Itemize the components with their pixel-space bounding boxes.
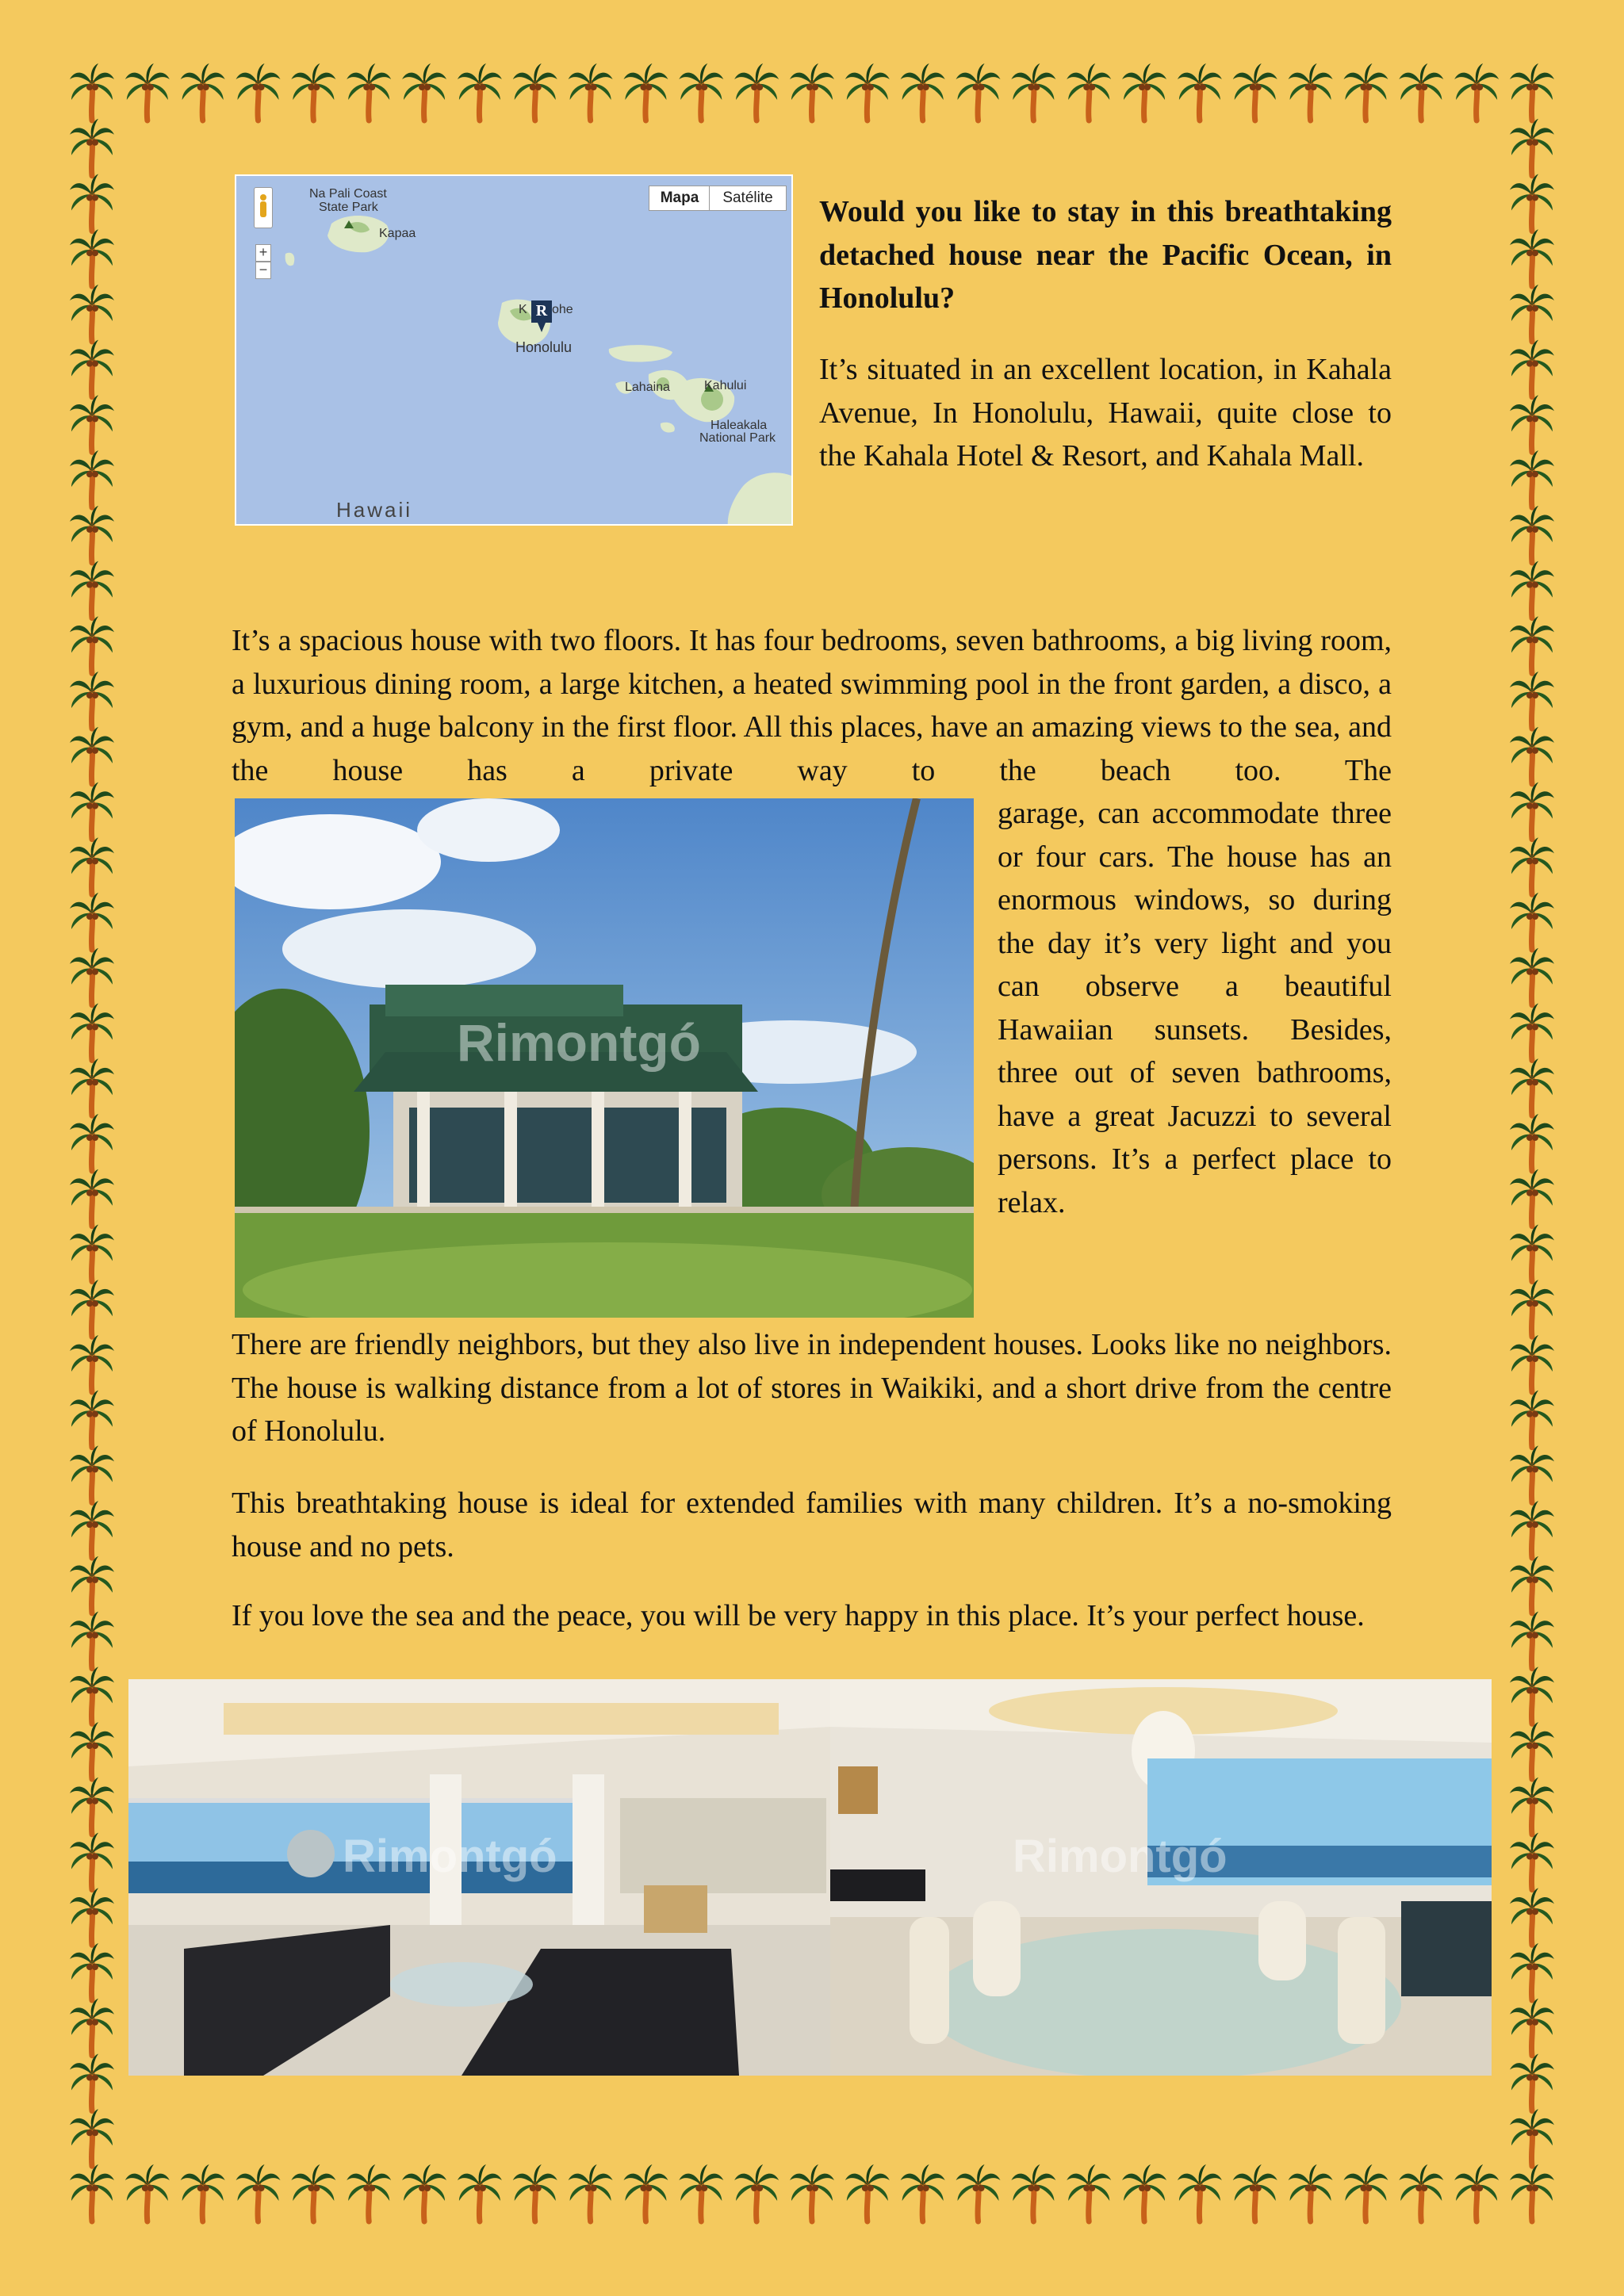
palm-tree-icon xyxy=(70,63,114,121)
palm-tree-icon xyxy=(291,63,335,121)
palm-tree-icon xyxy=(1510,1114,1554,1171)
palm-tree-icon xyxy=(70,616,114,673)
palm-tree-icon xyxy=(70,340,114,397)
palm-tree-icon xyxy=(1510,1833,1554,1890)
palm-tree-icon xyxy=(70,1833,114,1890)
palm-tree-icon xyxy=(1122,63,1166,121)
photo-watermark: Rimontgó xyxy=(457,1013,701,1072)
street-view-pegman-icon[interactable] xyxy=(254,187,273,228)
palm-tree-icon xyxy=(1289,2164,1333,2221)
palm-tree-icon xyxy=(956,63,1001,121)
palm-tree-icon xyxy=(70,1999,114,2056)
palm-tree-icon xyxy=(70,1224,114,1281)
palm-tree-icon xyxy=(1510,893,1554,950)
map-label-kaneohe-b: ohe xyxy=(552,303,573,316)
palm-tree-icon xyxy=(845,63,890,121)
palm-tree-icon xyxy=(1510,1556,1554,1613)
palm-tree-icon xyxy=(1510,395,1554,452)
palm-tree-icon xyxy=(70,837,114,894)
palm-tree-icon xyxy=(1510,2054,1554,2111)
palm-tree-icon xyxy=(347,2164,391,2221)
palm-tree-icon xyxy=(70,1556,114,1613)
palm-tree-icon xyxy=(569,63,613,121)
palm-tree-icon xyxy=(70,1888,114,1945)
closing-paragraph: If you love the sea and the peace, you will be very happy in this place. It’s your perfect house. xyxy=(232,1599,1365,1632)
photo-watermark: Rimontgó xyxy=(343,1831,557,1882)
palm-tree-icon xyxy=(70,1004,114,1061)
palm-tree-icon xyxy=(1289,63,1333,121)
palm-tree-icon xyxy=(790,63,834,121)
palm-tree-icon xyxy=(1067,2164,1111,2221)
map-label-kahului: Kahului xyxy=(704,379,747,392)
palm-tree-icon xyxy=(70,1335,114,1392)
palm-tree-icon xyxy=(513,63,557,121)
description-paragraph-top: It’s a spacious house with two floors. It has four bedrooms, seven bathrooms, a big living room, a luxurious dining room, a large kitchen, a heated swimming pool in the front garden, a disco, a gym, and a huge balcony in the first floor. All this places, have an amazing views to the sea, and the house has a private way to the beach too. The xyxy=(232,624,1392,787)
zoom-out-button[interactable]: − xyxy=(255,262,271,279)
living-room-photo xyxy=(128,1679,830,2076)
palm-tree-icon xyxy=(734,2164,779,2221)
palm-tree-icon xyxy=(1399,63,1443,121)
palm-tree-icon xyxy=(1510,783,1554,840)
page-heading: Would you like to stay in this breathtaking detached house near the Pacific Ocean, in Honolulu? xyxy=(819,195,1392,315)
palm-tree-icon xyxy=(1399,2164,1443,2221)
palm-tree-icon xyxy=(1510,837,1554,894)
palm-tree-icon xyxy=(236,2164,281,2221)
palm-tree-icon xyxy=(70,1280,114,1337)
palm-tree-icon xyxy=(956,2164,1001,2221)
palm-tree-icon xyxy=(125,2164,170,2221)
map-label-haleakala: Haleakala xyxy=(710,419,768,432)
palm-tree-icon xyxy=(70,229,114,286)
palm-tree-icon xyxy=(1510,1169,1554,1226)
palm-tree-icon xyxy=(1343,2164,1388,2221)
map-label-haleakala-2: National Park xyxy=(699,431,776,445)
palm-tree-icon xyxy=(1510,1999,1554,2056)
palm-tree-icon xyxy=(1510,1667,1554,1724)
palm-tree-icon xyxy=(291,2164,335,2221)
map-label-lahaina: Lahaina xyxy=(625,381,670,394)
palm-tree-icon xyxy=(679,2164,723,2221)
palm-tree-icon xyxy=(1510,229,1554,286)
palm-tree-icon xyxy=(458,2164,502,2221)
palm-tree-icon xyxy=(70,506,114,563)
palm-tree-icon xyxy=(236,63,281,121)
map-type-satellite-button[interactable]: Satélite xyxy=(709,186,787,211)
palm-tree-icon xyxy=(734,63,779,121)
palm-tree-icon xyxy=(1510,285,1554,342)
map-marker-letter: R xyxy=(535,302,548,320)
palm-tree-icon xyxy=(1510,1612,1554,1669)
palm-tree-icon xyxy=(1510,1888,1554,1945)
palm-tree-icon xyxy=(1510,2109,1554,2166)
description-paragraph-side: garage, can accommodate three or four cars. The house has an enormous windows, so during the day it’s very light and you can observe a beautiful Hawaiian sunsets. Besides, three out of seven bathrooms, have a great Jacuzzi to several persons. It’s a perfect place to relax. xyxy=(998,797,1392,1219)
palm-tree-icon xyxy=(70,783,114,840)
palm-tree-icon xyxy=(1233,63,1277,121)
palm-tree-icon xyxy=(181,63,225,121)
palm-tree-icon xyxy=(70,1169,114,1226)
palm-tree-icon xyxy=(70,1612,114,1669)
palm-tree-icon xyxy=(1510,119,1554,176)
zoom-in-button[interactable]: + xyxy=(255,244,271,262)
photo-watermark: Rimontgó xyxy=(1013,1831,1228,1882)
palm-tree-icon xyxy=(1510,1943,1554,2000)
palm-tree-icon xyxy=(901,63,945,121)
palm-tree-icon xyxy=(181,2164,225,2221)
palm-tree-icon xyxy=(513,2164,557,2221)
palm-tree-icon xyxy=(70,561,114,618)
palm-tree-icon xyxy=(1178,63,1222,121)
palm-tree-icon xyxy=(1510,1004,1554,1061)
palm-tree-icon xyxy=(569,2164,613,2221)
palm-tree-icon xyxy=(623,2164,668,2221)
palm-tree-icon xyxy=(70,2054,114,2111)
palm-tree-icon xyxy=(70,1445,114,1502)
palm-tree-icon xyxy=(70,1114,114,1171)
palm-tree-icon xyxy=(1510,2164,1554,2221)
palm-tree-icon xyxy=(1510,63,1554,121)
palm-tree-icon xyxy=(402,2164,446,2221)
families-paragraph: This breathtaking house is ideal for extended families with many children. It’s a no-smoking house and no pets. xyxy=(232,1487,1392,1563)
palm-tree-icon xyxy=(70,672,114,729)
palm-tree-icon xyxy=(70,395,114,452)
palm-tree-icon xyxy=(845,2164,890,2221)
palm-tree-icon xyxy=(1510,1445,1554,1502)
palm-tree-icon xyxy=(1510,1391,1554,1448)
palm-tree-icon xyxy=(347,63,391,121)
palm-tree-icon xyxy=(125,63,170,121)
palm-tree-icon xyxy=(1454,63,1499,121)
palm-tree-icon xyxy=(1510,1335,1554,1392)
palm-tree-icon xyxy=(70,1058,114,1115)
palm-tree-icon xyxy=(1510,174,1554,231)
palm-tree-icon xyxy=(70,893,114,950)
palm-tree-icon xyxy=(1011,2164,1055,2221)
map-label-napali: Na Pali Coast xyxy=(309,187,387,201)
palm-tree-icon xyxy=(1510,340,1554,397)
palm-tree-icon xyxy=(70,2164,114,2221)
neighbors-paragraph: There are friendly neighbors, but they also live in independent houses. Looks like no neighbors. The house is walking distance from a lot of stores in Waikiki, and a short drive from the centre of Honolulu. xyxy=(232,1328,1392,1448)
palm-tree-icon xyxy=(70,119,114,176)
palm-tree-icon xyxy=(1510,1501,1554,1558)
palm-tree-icon xyxy=(1510,1280,1554,1337)
intro-paragraph: It’s situated in an excellent location, in Kahala Avenue, In Honolulu, Hawaii, quite close to the Kahala Hotel & Resort, and Kahala Mall. xyxy=(819,353,1392,473)
palm-tree-icon xyxy=(901,2164,945,2221)
palm-tree-icon xyxy=(1454,2164,1499,2221)
map-label-honolulu: Honolulu xyxy=(515,339,573,355)
palm-tree-icon xyxy=(70,1722,114,1779)
house-exterior-photo xyxy=(235,798,974,1318)
palm-tree-icon xyxy=(70,727,114,784)
map-type-map-button[interactable]: Mapa xyxy=(649,186,710,211)
palm-tree-icon xyxy=(1122,2164,1166,2221)
location-map[interactable] xyxy=(235,174,793,526)
palm-tree-icon xyxy=(70,450,114,507)
palm-tree-icon xyxy=(1510,727,1554,784)
palm-tree-icon xyxy=(458,63,502,121)
palm-tree-icon xyxy=(70,1501,114,1558)
map-islands xyxy=(236,176,793,526)
palm-tree-icon xyxy=(1510,616,1554,673)
palm-tree-icon xyxy=(790,2164,834,2221)
palm-tree-icon xyxy=(70,174,114,231)
palm-tree-icon xyxy=(1343,63,1388,121)
palm-tree-icon xyxy=(70,1777,114,1835)
palm-tree-icon xyxy=(1510,1722,1554,1779)
palm-tree-icon xyxy=(1510,672,1554,729)
palm-tree-icon xyxy=(70,1391,114,1448)
map-label-kapaa: Kapaa xyxy=(379,227,416,240)
map-label-kaneohe-a: K xyxy=(519,303,527,316)
map-marker-icon[interactable] xyxy=(530,299,553,334)
palm-tree-icon xyxy=(402,63,446,121)
palm-tree-icon xyxy=(623,63,668,121)
palm-tree-icon xyxy=(1233,2164,1277,2221)
palm-tree-icon xyxy=(70,285,114,342)
palm-tree-icon xyxy=(1510,1224,1554,1281)
palm-tree-icon xyxy=(70,2109,114,2166)
palm-tree-icon xyxy=(1510,506,1554,563)
palm-tree-icon xyxy=(1510,561,1554,618)
dining-room-photo xyxy=(830,1679,1492,2076)
palm-tree-icon xyxy=(70,948,114,1005)
palm-tree-icon xyxy=(679,63,723,121)
palm-tree-icon xyxy=(1510,450,1554,507)
palm-tree-icon xyxy=(1067,63,1111,121)
palm-tree-icon xyxy=(1011,63,1055,121)
palm-tree-icon xyxy=(1510,1058,1554,1115)
map-label-hawaii: Hawaii xyxy=(336,498,413,522)
palm-tree-icon xyxy=(70,1943,114,2000)
palm-tree-icon xyxy=(1178,2164,1222,2221)
palm-tree-icon xyxy=(1510,1777,1554,1835)
palm-tree-icon xyxy=(1510,948,1554,1005)
map-label-napali-2: State Park xyxy=(319,201,378,214)
palm-tree-icon xyxy=(70,1667,114,1724)
